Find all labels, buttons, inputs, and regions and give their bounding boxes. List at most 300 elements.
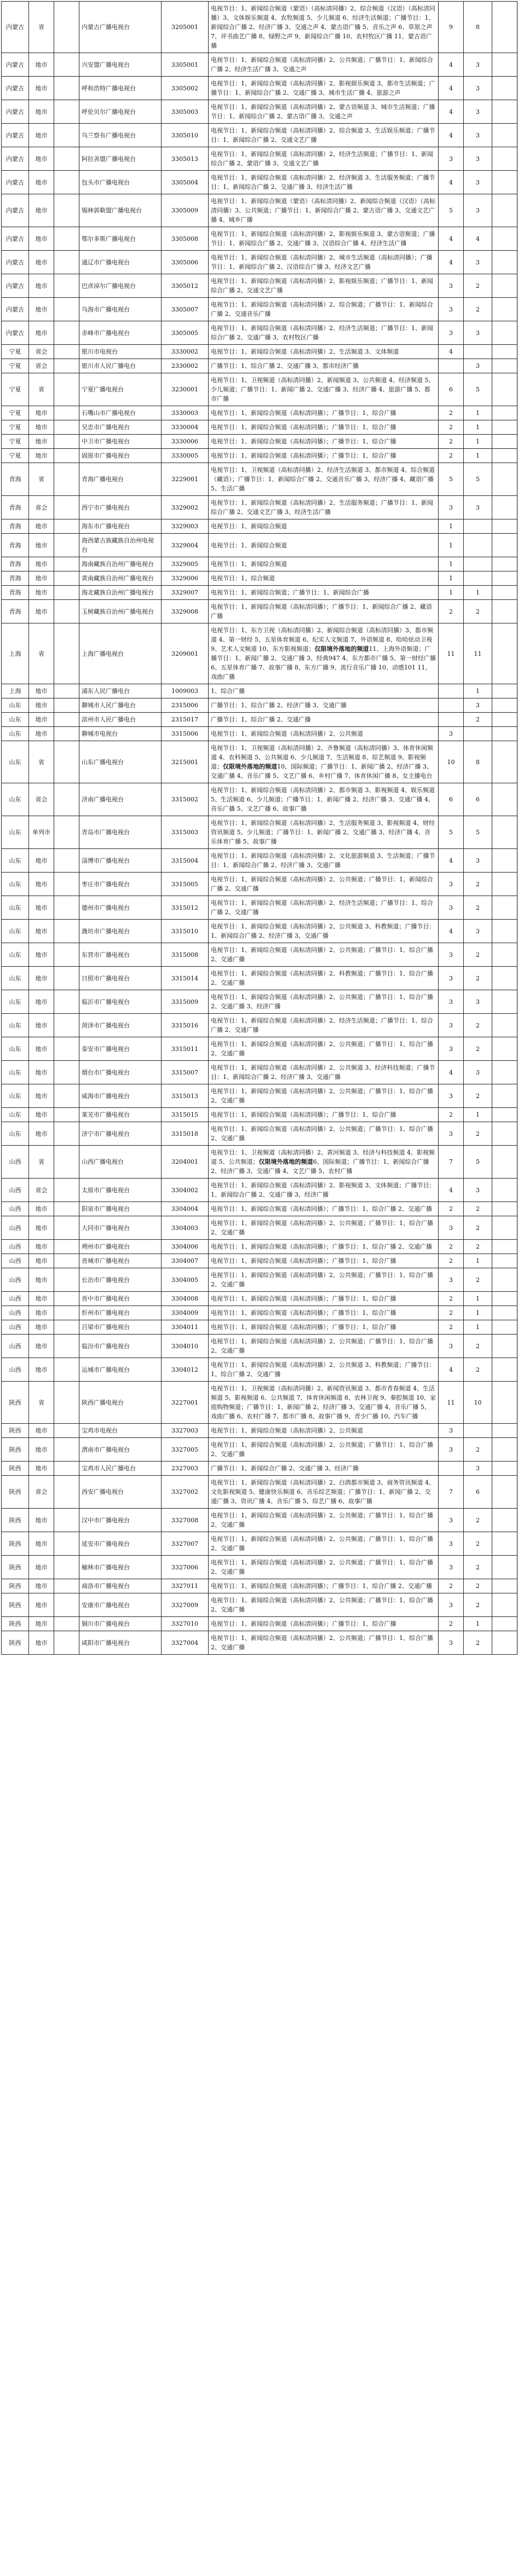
- tv-count-cell: 3: [439, 873, 464, 896]
- table-row: [2, 1202, 517, 1216]
- province-cell: 山东: [2, 920, 29, 943]
- tv-count-cell: 11: [439, 1382, 464, 1424]
- city-cell: [54, 1382, 79, 1424]
- radio-count-cell: 3: [464, 1179, 492, 1202]
- tv-count-cell: 3: [439, 1268, 464, 1292]
- city-cell: [54, 698, 79, 713]
- station-cell: 安康市广播电视台: [79, 1593, 162, 1617]
- total-count-cell: [492, 534, 517, 557]
- code-cell: 3330004: [162, 420, 209, 435]
- channels-text: 电视节目：1、新闻综合频道: [211, 541, 287, 549]
- total-count-cell: [492, 920, 517, 943]
- station-cell: 宁夏广播电视台: [79, 373, 162, 406]
- total-count-cell: [492, 1202, 517, 1216]
- radio-count-cell: 5: [464, 1146, 492, 1179]
- table-row: [2, 943, 517, 967]
- tv-count-cell: 4: [439, 77, 464, 100]
- radio-count-cell: 2: [464, 1202, 492, 1216]
- code-cell: 3304002: [162, 1179, 209, 1202]
- radio-count-cell: 2: [464, 1240, 492, 1254]
- channels-cell: [209, 1320, 439, 1335]
- total-count-cell: [492, 227, 517, 251]
- channels-text: 电视节目：1、新闻综合频道（高标清同播）2、公共频道；广播节目：1、综合广播 2、交通广播: [211, 1512, 433, 1528]
- station-cell: 德州市广播电视台: [79, 896, 162, 920]
- city-cell: [54, 1579, 79, 1593]
- level-cell: 省会: [29, 359, 54, 373]
- total-count-cell: [492, 1358, 517, 1382]
- table-row: [2, 251, 517, 274]
- code-cell: 3315010: [162, 920, 209, 943]
- total-count-cell: [492, 345, 517, 359]
- tv-count-cell: 4: [439, 1358, 464, 1382]
- radio-count-cell: 8: [464, 2, 492, 53]
- level-cell: 省会: [29, 345, 54, 359]
- tv-count-cell: 2: [439, 1292, 464, 1306]
- code-cell: 3205001: [162, 2, 209, 53]
- level-cell: 地市: [29, 100, 54, 124]
- code-cell: 3315015: [162, 1108, 209, 1122]
- channels-text: 电视节目：1、新闻综合频道（高标清同播）2、影视频道 3、文体频道；广播节目：1、新闻综合广播 2、交通广播 3、经济广播: [211, 1182, 435, 1198]
- radio-count-cell: 2: [464, 943, 492, 967]
- total-count-cell: [492, 1179, 517, 1202]
- province-cell: 宁夏: [2, 406, 29, 420]
- tv-count-cell: 3: [439, 1216, 464, 1240]
- channels-cell: [209, 251, 439, 274]
- radio-count-cell: 2: [464, 713, 492, 727]
- channels-text: 电视节目：1、新闻综合频道（高标清同播）2、公共频道；广播节目：1、综合广播 2、交通广播: [211, 1088, 433, 1104]
- level-cell: 地市: [29, 274, 54, 298]
- code-cell: 2327003: [162, 1462, 209, 1476]
- channels-text: 广播节目：1、综合广播 2、交通广播: [211, 716, 311, 723]
- city-cell: [54, 1084, 79, 1108]
- radio-count-cell: 2: [464, 1268, 492, 1292]
- city-cell: [54, 816, 79, 849]
- station-cell: 日照市广播电视台: [79, 967, 162, 990]
- channels-cell: [209, 849, 439, 873]
- channels-text: 电视节目：1、新闻综合频道（高标清同播）；广播节目：1、综合广播: [211, 1111, 396, 1118]
- city-cell: [54, 1358, 79, 1382]
- city-cell: [54, 1617, 79, 1631]
- province-cell: 内蒙古: [2, 124, 29, 147]
- level-cell: 地市: [29, 1556, 54, 1579]
- channels-cell: [209, 1424, 439, 1438]
- tv-count-cell: 1: [439, 534, 464, 557]
- channels-text: 电视节目：1、卫视频道（高标清同播）2、经济生活频道 3、都市频道 4、综合频道（藏语）；广播节目：1、新闻综合广播 2、交通音乐广播 3、经济广播 4、藏语广播 5、生活广播: [211, 466, 435, 492]
- table-row: [2, 420, 517, 435]
- channels-text: 电视节目：1、新闻综合频道（高标清同播）2、影视娱乐频道 3、都市生活频道；广播节目：1、新闻综合广播 2、交通广播 3、城市生活广播 4、旅游之声: [211, 80, 435, 96]
- radio-count-cell: 3: [464, 1462, 492, 1476]
- channels-text: 电视节目：1、新闻综合频道（高标清同播）2、综合频道 3、生活娱乐频道；广播节目：1、新闻综合广播 2、交通文艺广播: [211, 127, 435, 143]
- channels-text: 电视节目：1、新闻综合频道（蒙语）（高标清同播）2、综合频道（汉语）（高标清同播）3、文体娱乐频道 4、农牧频道 5、少儿频道 6、经济生活频道；广播节目：1、新闻综合广播 2、经济广播 3、交通之声 4、蒙古语广播 5、音乐之声 6、草原之声 7、评书曲艺广播 8、绿野之声 9、新闻综合广播 10、农村牧区广播 11、蒙古语广播: [211, 5, 435, 49]
- tv-count-cell: 4: [439, 345, 464, 359]
- city-cell: [54, 600, 79, 623]
- province-cell: 山东: [2, 990, 29, 1014]
- channels-cell: [209, 2, 439, 53]
- code-cell: 1009003: [162, 684, 209, 698]
- radio-count-cell: 2: [464, 1579, 492, 1593]
- code-cell: 3315018: [162, 1122, 209, 1146]
- code-cell: 3304007: [162, 1254, 209, 1268]
- station-cell: 潍坊市广播电视台: [79, 920, 162, 943]
- channels-text: 电视节目：1、新闻综合频道: [211, 561, 287, 568]
- city-cell: [54, 274, 79, 298]
- table-row: [2, 359, 517, 373]
- city-cell: [54, 1122, 79, 1146]
- province-cell: 陕西: [2, 1438, 29, 1462]
- radio-count-cell: 2: [464, 1335, 492, 1358]
- city-cell: [54, 1240, 79, 1254]
- code-cell: 3327005: [162, 1438, 209, 1462]
- table-row: [2, 783, 517, 816]
- total-count-cell: [492, 1084, 517, 1108]
- code-cell: 3305009: [162, 194, 209, 227]
- radio-count-cell: 3: [464, 920, 492, 943]
- code-cell: 3305006: [162, 251, 209, 274]
- province-cell: 山西: [2, 1335, 29, 1358]
- total-count-cell: [492, 1254, 517, 1268]
- table-row: [2, 1108, 517, 1122]
- table-row: [2, 1532, 517, 1556]
- province-cell: 陕西: [2, 1509, 29, 1532]
- station-cell: 渭南市广播电视台: [79, 1438, 162, 1462]
- province-cell: 陕西: [2, 1579, 29, 1593]
- channels-text: 电视节目：1、新闻综合频道（高标清同播）；广播节目：1、综合广播: [211, 452, 396, 459]
- radio-count-cell: 11: [464, 623, 492, 684]
- radio-count-cell: 1: [464, 1617, 492, 1631]
- channels-text: 电视节目：1、新闻综合频道（高标清同播）；广播节目：1、综合广播: [211, 1324, 396, 1331]
- channels-text: 电视节目：1、新闻综合频道（高标清同播）；广播节目：1、综合广播 2、交通广播: [211, 1582, 432, 1590]
- city-cell: [54, 251, 79, 274]
- code-cell: 3330003: [162, 406, 209, 420]
- code-cell: 3329004: [162, 534, 209, 557]
- tv-count-cell: 4: [439, 124, 464, 147]
- tv-count-cell: 2: [439, 435, 464, 449]
- code-cell: 3304005: [162, 1268, 209, 1292]
- table-row: [2, 1084, 517, 1108]
- level-cell: 地市: [29, 251, 54, 274]
- table-row: [2, 1438, 517, 1462]
- level-cell: 地市: [29, 1358, 54, 1382]
- tv-count-cell: 4: [439, 227, 464, 251]
- channels-text: 广播节目：1、新闻综合广播 2、交通广播 3、经济广播: [211, 1465, 359, 1472]
- station-cell: 西安广播电视台: [79, 1476, 162, 1509]
- city-cell: [54, 1631, 79, 1655]
- radio-count-cell: 2: [464, 873, 492, 896]
- channels-text: 电视节目：1、新闻综合频道（高标清同播）2、影视娱乐频道 3、蒙古语频道；广播节目：1、新闻综合广播 2、交通广播 3、汉语综合广播 4、经济生活广播: [211, 230, 435, 247]
- level-cell: 地市: [29, 1084, 54, 1108]
- channels-text: 电视节目：1、新闻综合频道（高标清同播）2、公共频道；广播节目：1、综合广播 2、交通广播: [211, 1559, 433, 1575]
- province-cell: 山东: [2, 1061, 29, 1084]
- channels-cell: [209, 321, 439, 345]
- radio-count-cell: 2: [464, 1084, 492, 1108]
- table-row: [2, 1556, 517, 1579]
- province-cell: 陕西: [2, 1617, 29, 1631]
- province-cell: 内蒙古: [2, 251, 29, 274]
- radio-count-cell: [464, 727, 492, 741]
- province-cell: 山西: [2, 1306, 29, 1320]
- station-cell: 石嘴山市广播电视台: [79, 406, 162, 420]
- level-cell: 省会: [29, 1179, 54, 1202]
- tv-count-cell: 2: [439, 449, 464, 463]
- total-count-cell: [492, 171, 517, 194]
- table-row: [2, 100, 517, 124]
- city-cell: [54, 586, 79, 600]
- table-row: [2, 77, 517, 100]
- channels-cell: [209, 147, 439, 171]
- tv-count-cell: 3: [439, 943, 464, 967]
- table-row: [2, 124, 517, 147]
- tv-count-cell: 3: [439, 321, 464, 345]
- station-cell: 聊城市人民广播电台: [79, 698, 162, 713]
- level-cell: 地市: [29, 1424, 54, 1438]
- channels-cell: [209, 171, 439, 194]
- table-row: [2, 1320, 517, 1335]
- tv-count-cell: 3: [439, 727, 464, 741]
- radio-count-cell: 2: [464, 1037, 492, 1061]
- station-cell: 银川市电视台: [79, 345, 162, 359]
- channels-cell: [209, 1335, 439, 1358]
- station-cell: 海北藏族自治州广播电视台: [79, 586, 162, 600]
- province-cell: 山东: [2, 713, 29, 727]
- channels-cell: [209, 53, 439, 77]
- city-cell: [54, 100, 79, 124]
- channels-text: 电视节目：1、新闻综合频道（高标清同播）；广播节目：1、新闻综合广播 2、藏语广播: [211, 603, 432, 620]
- station-cell: 咸阳市广播电视台: [79, 1631, 162, 1655]
- city-cell: [54, 1108, 79, 1122]
- province-cell: 陕西: [2, 1462, 29, 1476]
- level-cell: 地市: [29, 1061, 54, 1084]
- radio-count-cell: [464, 557, 492, 571]
- total-count-cell: [492, 727, 517, 741]
- code-cell: 3327009: [162, 1593, 209, 1617]
- level-cell: 地市: [29, 420, 54, 435]
- total-count-cell: [492, 698, 517, 713]
- level-cell: 地市: [29, 1216, 54, 1240]
- radio-count-cell: 6: [464, 783, 492, 816]
- table-row: [2, 373, 517, 406]
- city-cell: [54, 124, 79, 147]
- level-cell: 地市: [29, 298, 54, 321]
- province-cell: 宁夏: [2, 345, 29, 359]
- table-row: [2, 406, 517, 420]
- code-cell: 3305002: [162, 77, 209, 100]
- channels-cell: [209, 1631, 439, 1655]
- radio-count-cell: [464, 345, 492, 359]
- level-cell: 地市: [29, 990, 54, 1014]
- city-cell: [54, 1216, 79, 1240]
- tv-count-cell: 11: [439, 623, 464, 684]
- level-cell: 地市: [29, 1462, 54, 1476]
- province-cell: 山西: [2, 1292, 29, 1306]
- level-cell: 省会: [29, 783, 54, 816]
- channels-text: 电视节目：1、新闻综合频道（高标清同播）；广播节目：1、综合广播: [211, 424, 396, 431]
- tv-count-cell: 2: [439, 1254, 464, 1268]
- radio-count-cell: 2: [464, 967, 492, 990]
- province-cell: 山东: [2, 1014, 29, 1037]
- table-row: [2, 1382, 517, 1424]
- radio-count-cell: [464, 519, 492, 534]
- channels-cell: [209, 1593, 439, 1617]
- level-cell: 地市: [29, 896, 54, 920]
- table-row: [2, 557, 517, 571]
- total-count-cell: [492, 1240, 517, 1254]
- channels-text: 电视节目：1、新闻综合频道（高标清同播）2、公共频道；广播节目：1、综合广播 2、交通广播 3、经济广播: [211, 994, 433, 1010]
- level-cell: 省: [29, 623, 54, 684]
- channels-text: 电视节目：1、新闻综合频道（高标清同播）2、经济生活频道；广播节目：1、综合广播 2、交通广播: [211, 1017, 433, 1033]
- city-cell: [54, 1556, 79, 1579]
- tv-count-cell: 2: [439, 1306, 464, 1320]
- channels-cell: [209, 698, 439, 713]
- channels-cell: [209, 100, 439, 124]
- station-cell: 呼伦贝尔广播电视台: [79, 100, 162, 124]
- channels-text: 1、综合广播: [211, 688, 245, 695]
- total-count-cell: [492, 1593, 517, 1617]
- province-cell: 青海: [2, 557, 29, 571]
- city-cell: [54, 345, 79, 359]
- tv-count-cell: 1: [439, 557, 464, 571]
- radio-count-cell: 2: [464, 1509, 492, 1532]
- channels-text: 电视节目：1、新闻综合频道（高标清同播）2、经济生活频道；广播节目：1、新闻综合广播 2、交通广播 3、农村牧区广播: [211, 325, 433, 341]
- channels-cell: [209, 1061, 439, 1084]
- channels-text: 电视节目：1、新闻综合频道（高标清同播）2、公共频道；广播节目：1、综合广播 2、交通广播: [211, 946, 433, 963]
- channels-text: 电视节目：1、新闻综合频道（高标清同播）2、科教频道；广播节目：1、综合广播 2、交通广播: [211, 970, 433, 986]
- radio-count-cell: 10: [464, 1382, 492, 1424]
- total-count-cell: [492, 1122, 517, 1146]
- level-cell: 省: [29, 1146, 54, 1179]
- code-cell: 3329002: [162, 496, 209, 519]
- channels-cell: [209, 298, 439, 321]
- channels-text: 电视节目：1、新闻综合频道（高标清同播）2、公共频道；广播节目：1、新闻综合广播 2、经济生活广播 3、交通之声: [211, 56, 433, 73]
- overseas-only-note: 仅限境外落地的频道: [258, 1158, 313, 1165]
- channels-text: 电视节目：1、新闻综合频道（高标清同播）2、综合频道；广播节目：1、新闻综合广播 2、交通音乐广播: [211, 301, 433, 317]
- tv-count-cell: 4: [439, 171, 464, 194]
- province-cell: 宁夏: [2, 359, 29, 373]
- channels-cell: [209, 1509, 439, 1532]
- radio-count-cell: 3: [464, 1061, 492, 1084]
- radio-count-cell: 2: [464, 1014, 492, 1037]
- station-cell: 榆林市广播电视台: [79, 1556, 162, 1579]
- province-cell: 山西: [2, 1240, 29, 1254]
- level-cell: 地市: [29, 1320, 54, 1335]
- level-cell: 省会: [29, 496, 54, 519]
- total-count-cell: [492, 2, 517, 53]
- radio-count-cell: 2: [464, 274, 492, 298]
- channels-text: 电视节目：1、卫视频道（高标清同播）2、新闻频道 3、公共频道 4、经济频道 5、少儿频道；广播节目：1、新闻广播 2、交通广播 3、经济广播 4、旅游广播 5、都市广播: [211, 377, 435, 402]
- code-cell: 3315006: [162, 727, 209, 741]
- level-cell: 地市: [29, 1202, 54, 1216]
- channels-text: 电视节目：1、卫视频道（高标清同播）2、黄河频道 3、经济与科技频道 4、影视频道 5、公共频道；: [211, 1149, 435, 1165]
- level-cell: 地市: [29, 1593, 54, 1617]
- level-cell: 地市: [29, 124, 54, 147]
- level-cell: 地市: [29, 1306, 54, 1320]
- code-cell: 3330005: [162, 449, 209, 463]
- station-cell: 通辽市广播电视台: [79, 251, 162, 274]
- level-cell: 地市: [29, 406, 54, 420]
- radio-count-cell: 3: [464, 359, 492, 373]
- channels-text: 电视节目：1、新闻综合频道（高标清同播）2、公共频道；广播节目：1、综合广播 2、交通广播: [211, 1272, 433, 1288]
- total-count-cell: [492, 298, 517, 321]
- channels-cell: [209, 873, 439, 896]
- radio-count-cell: [464, 571, 492, 586]
- city-cell: [54, 496, 79, 519]
- total-count-cell: [492, 1617, 517, 1631]
- tv-count-cell: 3: [439, 1631, 464, 1655]
- level-cell: 地市: [29, 684, 54, 698]
- station-cell: 大同市广播电视台: [79, 1216, 162, 1240]
- code-cell: 3305012: [162, 274, 209, 298]
- channels-text: 电视节目：1、新闻综合频道（高标清同播）；广播节目：1、综合广播: [211, 438, 396, 445]
- code-cell: 3315012: [162, 896, 209, 920]
- level-cell: 地市: [29, 1579, 54, 1593]
- station-cell: 青岛市广播电视台: [79, 816, 162, 849]
- radio-count-cell: 2: [464, 1593, 492, 1617]
- code-cell: 3315009: [162, 990, 209, 1014]
- total-count-cell: [492, 147, 517, 171]
- city-cell: [54, 557, 79, 571]
- channels-text: 电视节目：1、新闻综合频道（高标清同播）；广播节目：1、综合广播 2、交通广播: [211, 1243, 432, 1250]
- channels-cell: [209, 1476, 439, 1509]
- level-cell: 地市: [29, 171, 54, 194]
- channels-text: 电视节目：1、新闻综合频道（高标清同播）2、公共频道 3、经济科技频道；广播节目：1、新闻综合广播 2、经济广播 3、交通广播: [211, 1064, 435, 1081]
- channels-text-tail: 11、上海外语频道；广播节目：1、新闻广播 2、交通广播 3、经典947 4、东方都市广播 5、第一财经广播 6、五星体育广播 7、故事广播 8、东方广播 9、流行音乐广播 10、动感101 11、戏曲广播: [211, 645, 436, 680]
- province-cell: 陕西: [2, 1593, 29, 1617]
- channels-text: 电视节目：1、东方卫视（高标清同播）2、新闻综合频道（高标清同播）3、都市频道 4、第一财经 5、五星体育频道 6、纪实人文频道 7、外语频道 8、哈哈炫动卫视 9、艺术人文频道 10、东方影视频道；: [211, 627, 433, 652]
- table-row: [2, 1509, 517, 1532]
- table-row: [2, 990, 517, 1014]
- level-cell: 地市: [29, 1014, 54, 1037]
- total-count-cell: [492, 557, 517, 571]
- channels-cell: [209, 359, 439, 373]
- radio-count-cell: 3: [464, 171, 492, 194]
- channels-text: 电视节目：1、新闻综合频道（高标清同播）2、影视娱乐频道；广播节目：1、新闻综合广播 2、交通文艺广播: [211, 278, 433, 294]
- station-cell: 晋城市广播电视台: [79, 1254, 162, 1268]
- level-cell: 地市: [29, 849, 54, 873]
- tv-count-cell: [439, 684, 464, 698]
- level-cell: 地市: [29, 1268, 54, 1292]
- radio-count-cell: 2: [464, 1556, 492, 1579]
- tv-count-cell: 3: [439, 967, 464, 990]
- channels-cell: [209, 1358, 439, 1382]
- city-cell: [54, 1335, 79, 1358]
- province-cell: 山东: [2, 967, 29, 990]
- radio-count-cell: 1: [464, 435, 492, 449]
- total-count-cell: [492, 420, 517, 435]
- channels-cell: [209, 783, 439, 816]
- channels-cell: [209, 227, 439, 251]
- table-row: [2, 1617, 517, 1631]
- province-cell: 山东: [2, 1037, 29, 1061]
- tv-count-cell: 3: [439, 1532, 464, 1556]
- tv-count-cell: 3: [439, 1335, 464, 1358]
- level-cell: 地市: [29, 557, 54, 571]
- tv-count-cell: 3: [439, 1084, 464, 1108]
- code-cell: 3327008: [162, 1509, 209, 1532]
- city-cell: [54, 194, 79, 227]
- province-cell: 陕西: [2, 1532, 29, 1556]
- total-count-cell: [492, 53, 517, 77]
- tv-count-cell: 4: [439, 849, 464, 873]
- level-cell: 省会: [29, 1476, 54, 1509]
- province-cell: 山东: [2, 1084, 29, 1108]
- tv-count-cell: 3: [439, 896, 464, 920]
- table-row: [2, 849, 517, 873]
- tv-count-cell: 4: [439, 100, 464, 124]
- table-row: [2, 1179, 517, 1202]
- province-cell: 内蒙古: [2, 171, 29, 194]
- total-count-cell: [492, 124, 517, 147]
- station-cell: 东营市广播电视台: [79, 943, 162, 967]
- level-cell: 省: [29, 2, 54, 53]
